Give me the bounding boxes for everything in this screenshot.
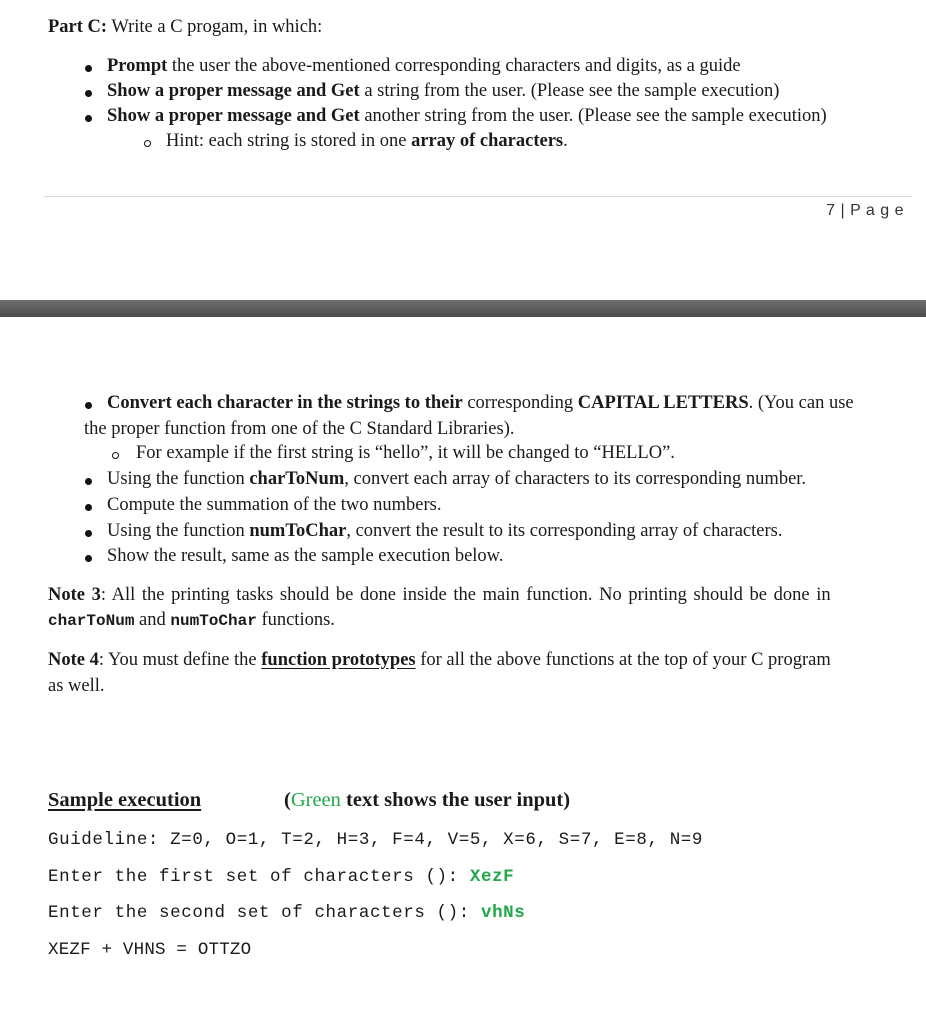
second-user-input: vhNs	[480, 903, 526, 923]
result-line: XEZF + VHNS = OTTZO	[48, 940, 252, 960]
bullet-icon	[85, 90, 92, 97]
note-4-line2: as well.	[48, 676, 105, 696]
bullet-icon	[85, 478, 92, 485]
sub-bullet-icon	[112, 452, 119, 459]
bullet-icon	[85, 115, 92, 122]
page-break-band	[0, 300, 926, 317]
first-prompt-line: Enter the first set of characters (): XezF	[48, 867, 515, 887]
sample-legend: (Green text shows the user input)	[284, 789, 571, 811]
bullet-icon	[85, 65, 92, 72]
part-c-item-first-string: Show a proper message and Get a string from the user. (Please see the sample execution)	[107, 81, 780, 101]
bullet-icon	[85, 504, 92, 511]
part-c-heading: Part C: Write a C progam, in which:	[48, 17, 323, 37]
page-number: 7 | P a g e	[826, 202, 904, 219]
note-3: Note 3: All the printing tasks should be done inside the main function. No printing should be done in	[48, 585, 831, 605]
convert-capital-item: Convert each character in the strings to their corresponding CAPITAL LETTERS. (You can use	[107, 393, 854, 413]
chartonum-item: Using the function charToNum, convert each array of characters to its corresponding number.	[107, 469, 807, 489]
second-prompt-line: Enter the second set of characters (): vhNs	[48, 903, 526, 923]
show-result-item: Show the result, same as the sample execution below.	[107, 546, 504, 566]
part-c-hint: Hint: each string is stored in one array of characters.	[166, 131, 568, 151]
bullet-icon	[85, 530, 92, 537]
note-4: Note 4: You must define the function prototypes for all the above functions at the top of your C program	[48, 650, 831, 670]
convert-capital-item-line2: the proper function from one of the C Standard Libraries).	[84, 419, 515, 439]
summation-item: Compute the summation of the two numbers.	[107, 495, 442, 515]
part-c-item-prompt: Prompt the user the above-mentioned corresponding characters and digits, as a guide	[107, 56, 741, 76]
guideline-line: Guideline: Z=0, O=1, T=2, H=3, F=4, V=5, X=6, S=7, E=8, N=9	[48, 830, 704, 850]
part-c-item-second-string: Show a proper message and Get another string from the user. (Please see the sample execution)	[107, 106, 827, 126]
sub-bullet-icon	[144, 140, 151, 147]
bullet-icon	[85, 555, 92, 562]
first-user-input: XezF	[469, 867, 515, 887]
hello-example: For example if the first string is “hello”, it will be changed to “HELLO”.	[136, 443, 675, 463]
numtochar-item: Using the function numToChar, convert the result to its corresponding array of characters.	[107, 521, 783, 541]
sample-execution-heading: Sample execution	[48, 789, 202, 811]
footer-rule	[44, 196, 912, 197]
bullet-icon	[85, 402, 92, 409]
note-3-line2: charToNum and numToChar functions.	[48, 610, 335, 630]
